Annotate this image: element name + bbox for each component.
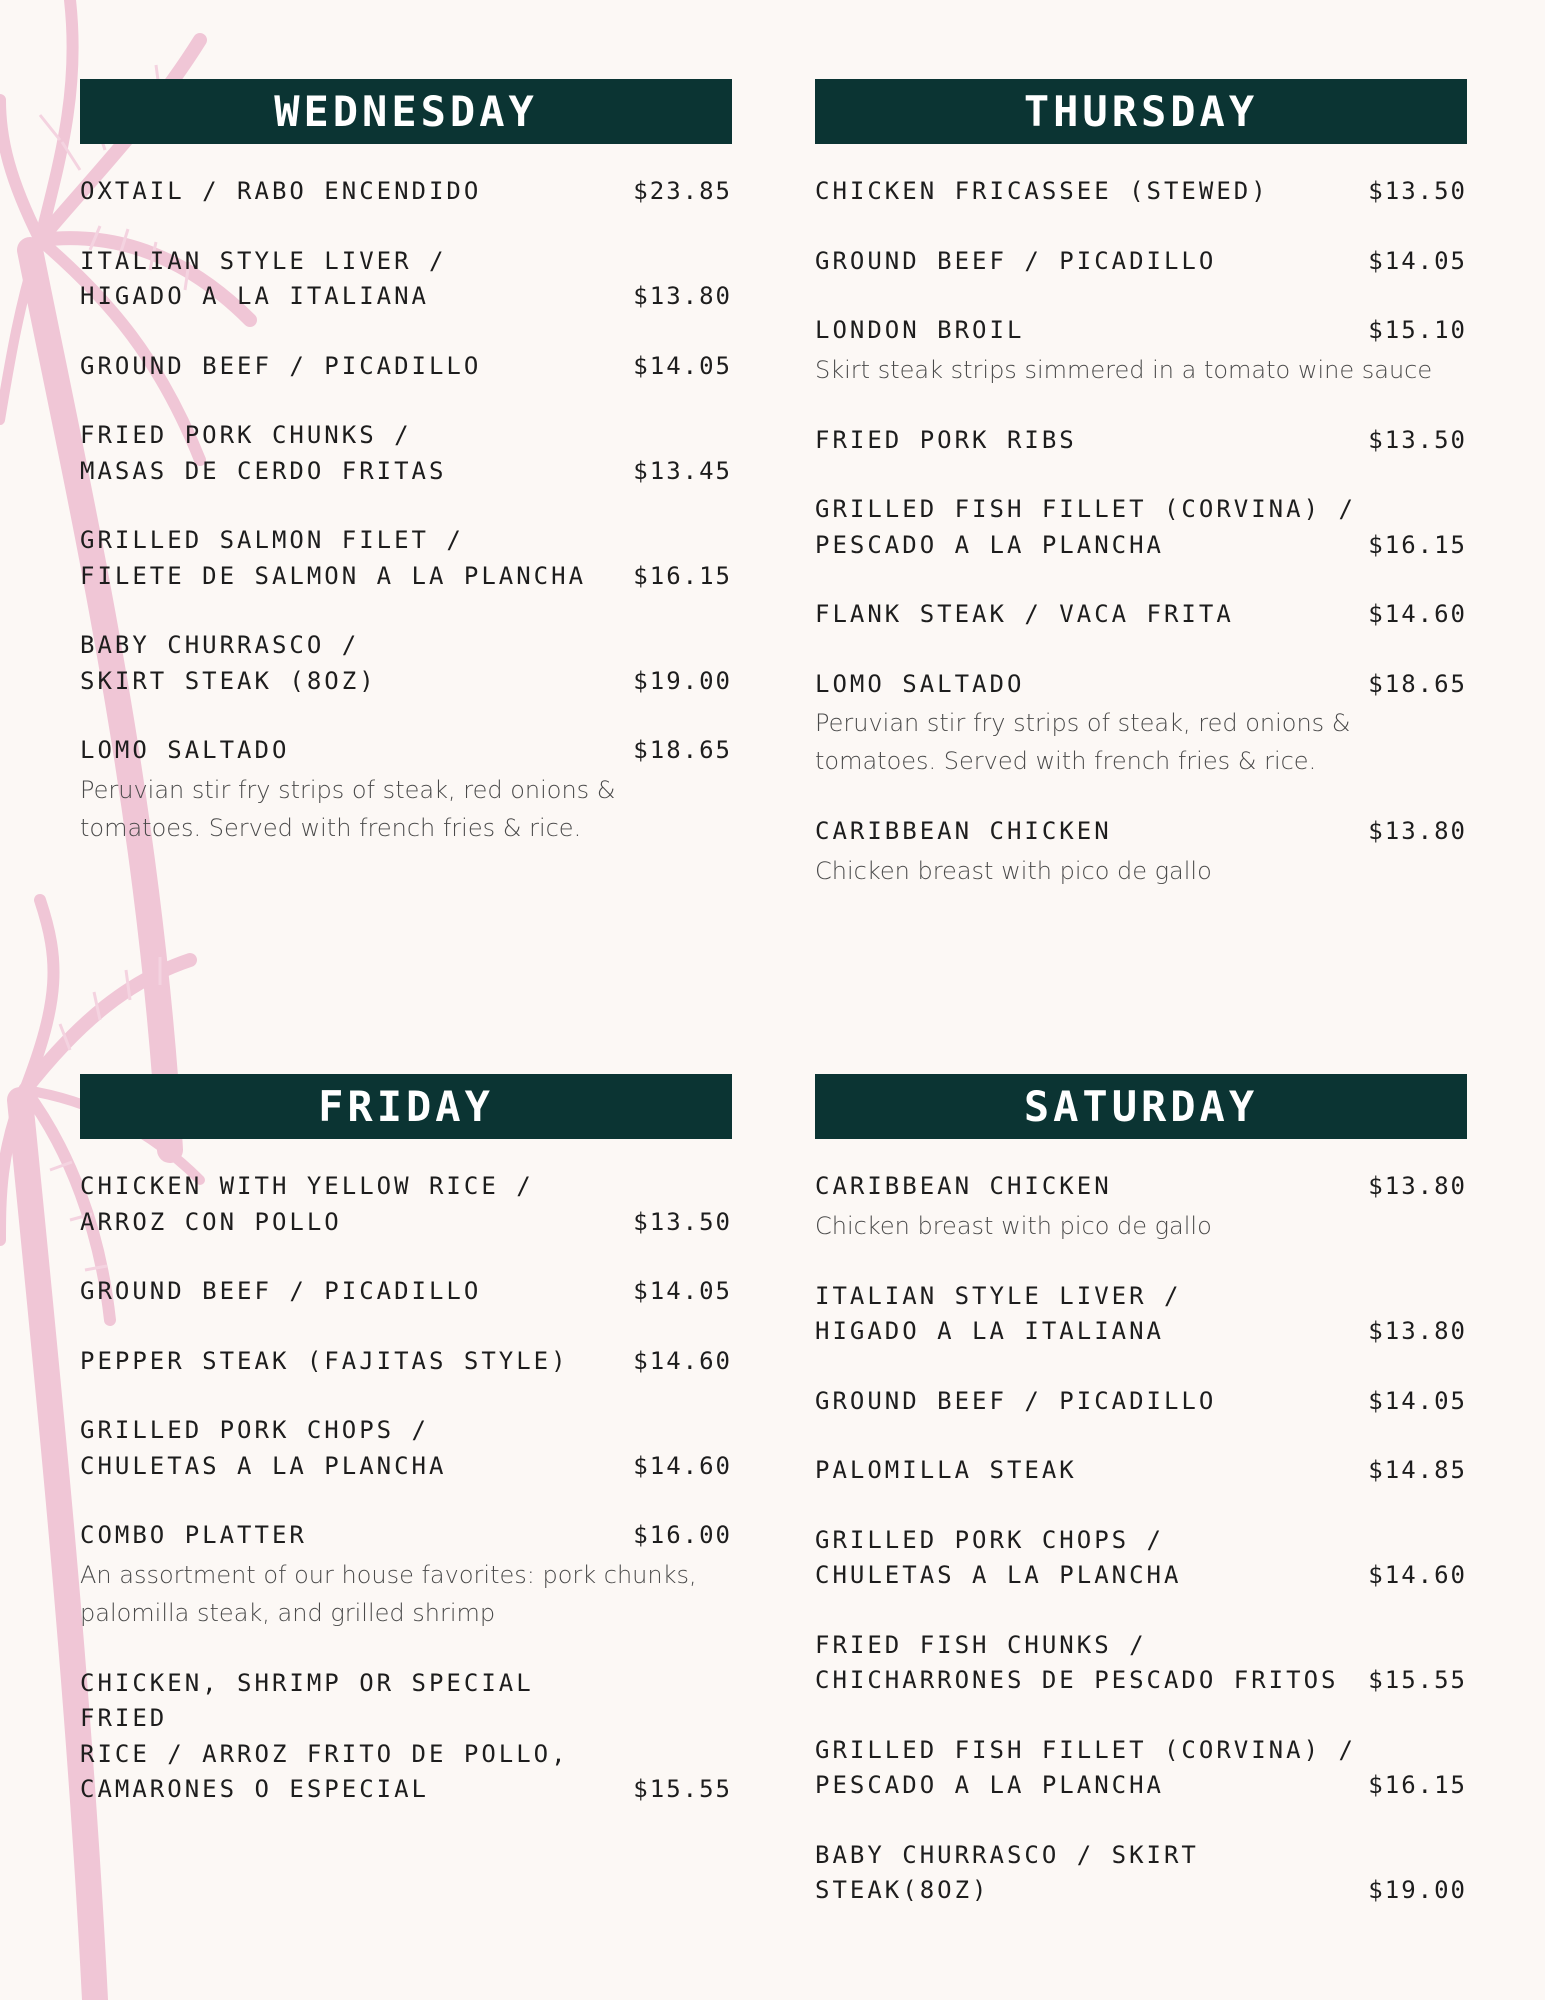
item-price: $14.60 bbox=[633, 1346, 732, 1375]
item-price: $16.15 bbox=[1368, 1771, 1467, 1799]
item-price: $14.05 bbox=[633, 351, 732, 380]
item-price: $14.05 bbox=[633, 1277, 732, 1305]
menu-item bbox=[80, 1169, 732, 1240]
menu-item bbox=[815, 1523, 1467, 1594]
section-friday bbox=[80, 1074, 732, 1842]
item-name: BABY CHURRASCO / SKIRT STEAK (8OZ) bbox=[80, 631, 377, 695]
item-name: FRIED FISH CHUNKS / CHICHARRONES DE PESCADO FRITOS bbox=[815, 1630, 1339, 1694]
section-wednesday bbox=[80, 79, 732, 881]
item-name: LONDON BROIL bbox=[815, 316, 1025, 344]
menu-item bbox=[80, 174, 732, 210]
item-price: $18.65 bbox=[633, 736, 732, 764]
item-name: COMBO PLATTER bbox=[80, 1521, 307, 1549]
item-name: CHICKEN, SHRIMP OR SPECIAL FRIED RICE / ARROZ FRITO DE POLLO, CAMARONES O ESPECIAL bbox=[80, 1668, 569, 1803]
item-name: LOMO SALTADO bbox=[80, 736, 290, 764]
item-price: $14.60 bbox=[633, 1451, 732, 1480]
day-header: FRIDAY bbox=[80, 1074, 732, 1139]
item-name: GROUND BEEF / PICADILLO bbox=[815, 246, 1217, 275]
menu-item bbox=[80, 1344, 732, 1380]
menu-item bbox=[815, 174, 1467, 210]
menu-items bbox=[815, 1169, 1467, 1909]
menu-items bbox=[80, 1169, 732, 1808]
item-price: $13.50 bbox=[1368, 425, 1467, 454]
item-price: $13.50 bbox=[1368, 177, 1467, 205]
menu-items bbox=[80, 174, 732, 847]
menu-item bbox=[815, 423, 1467, 459]
item-name: CARIBBEAN CHICKEN bbox=[815, 817, 1112, 845]
item-price: $14.05 bbox=[1368, 1386, 1467, 1415]
item-price: $16.15 bbox=[633, 561, 732, 590]
menu-item bbox=[815, 814, 1467, 890]
menu-item bbox=[80, 1518, 732, 1632]
item-price: $13.50 bbox=[633, 1207, 732, 1236]
item-price: $14.05 bbox=[1368, 246, 1467, 275]
menu-item bbox=[815, 597, 1467, 633]
menu-item bbox=[80, 1666, 732, 1808]
item-name: GRILLED FISH FILLET (CORVINA) / PESCADO A LA PLANCHA bbox=[815, 495, 1356, 559]
item-price: $18.65 bbox=[1368, 669, 1467, 698]
menu-item bbox=[80, 1413, 732, 1484]
item-name: GRILLED PORK CHOPS / CHULETAS A LA PLANCHA bbox=[815, 1525, 1182, 1589]
item-price: $14.60 bbox=[1368, 1561, 1467, 1589]
item-price: $15.10 bbox=[1368, 316, 1467, 344]
item-name: CHICKEN FRICASSEE (STEWED) bbox=[815, 177, 1269, 205]
day-header: THURSDAY bbox=[815, 79, 1467, 144]
menu-item bbox=[80, 244, 732, 315]
item-name: GROUND BEEF / PICADILLO bbox=[815, 1386, 1217, 1415]
item-price: $13.80 bbox=[1368, 817, 1467, 845]
item-name: BABY CHURRASCO / SKIRT STEAK(8OZ) bbox=[815, 1840, 1199, 1904]
menu-item bbox=[815, 1384, 1467, 1420]
item-name: GROUND BEEF / PICADILLO bbox=[80, 351, 482, 380]
day-header: WEDNESDAY bbox=[80, 79, 732, 144]
item-description: Peruvian stir fry strips of steak, red onions & tomatoes. Served with french fries & rice. bbox=[815, 709, 1351, 775]
item-price: $19.00 bbox=[633, 666, 732, 695]
day-header: SATURDAY bbox=[815, 1074, 1467, 1139]
item-name: GRILLED SALMON FILET / FILETE DE SALMON A LA PLANCHA bbox=[80, 526, 587, 590]
item-price: $13.80 bbox=[1368, 1172, 1467, 1200]
item-name: CARIBBEAN CHICKEN bbox=[815, 1172, 1112, 1200]
item-price: $15.55 bbox=[1368, 1666, 1467, 1694]
item-name: FRIED PORK CHUNKS / MASAS DE CERDO FRITAS bbox=[80, 421, 447, 485]
item-price: $16.15 bbox=[1368, 530, 1467, 559]
menu-item bbox=[80, 418, 732, 489]
menu-item bbox=[815, 1628, 1467, 1699]
section-saturday bbox=[815, 1074, 1467, 1943]
item-name: PALOMILLA STEAK bbox=[815, 1456, 1077, 1484]
item-name: OXTAIL / RABO ENCENDIDO bbox=[80, 177, 482, 205]
item-description: Skirt steak strips simmered in a tomato wine sauce bbox=[815, 355, 1433, 384]
menu-items bbox=[815, 174, 1467, 890]
item-price: $14.60 bbox=[1368, 600, 1467, 628]
item-price: $14.85 bbox=[1368, 1456, 1467, 1484]
item-name: GRILLED FISH FILLET (CORVINA) / PESCADO A LA PLANCHA bbox=[815, 1735, 1356, 1799]
item-name: ITALIAN STYLE LIVER / HIGADO A LA ITALIANA bbox=[815, 1281, 1182, 1345]
item-name: FRIED PORK RIBS bbox=[815, 425, 1077, 454]
menu-item bbox=[815, 244, 1467, 280]
item-price: $23.85 bbox=[633, 177, 732, 205]
menu-item bbox=[80, 523, 732, 594]
item-price: $13.45 bbox=[633, 456, 732, 485]
menu-item bbox=[815, 492, 1467, 563]
item-name: CHICKEN WITH YELLOW RICE / ARROZ CON POLLO bbox=[80, 1172, 534, 1236]
menu-item bbox=[815, 1838, 1467, 1909]
item-price: $13.80 bbox=[633, 282, 732, 310]
section-thursday bbox=[815, 79, 1467, 924]
item-description: Peruvian stir fry strips of steak, red onions & tomatoes. Served with french fries & rice. bbox=[80, 775, 616, 842]
menu-item bbox=[815, 1453, 1467, 1489]
menu-item bbox=[80, 1274, 732, 1310]
menu-item bbox=[80, 628, 732, 699]
item-price: $19.00 bbox=[1368, 1876, 1467, 1904]
menu-item bbox=[815, 1169, 1467, 1245]
item-description: An assortment of our house favorites: pork chunks, palomilla steak, and grilled shrimp bbox=[80, 1560, 697, 1627]
item-description: Chicken breast with pico de gallo bbox=[815, 856, 1212, 885]
item-name: LOMO SALTADO bbox=[815, 669, 1025, 698]
item-name: GROUND BEEF / PICADILLO bbox=[80, 1277, 482, 1305]
item-name: ITALIAN STYLE LIVER / HIGADO A LA ITALIANA bbox=[80, 246, 447, 310]
item-price: $16.00 bbox=[633, 1521, 732, 1549]
menu-item bbox=[80, 349, 732, 385]
item-name: GRILLED PORK CHOPS / CHULETAS A LA PLANCHA bbox=[80, 1416, 447, 1480]
item-price: $15.55 bbox=[633, 1775, 732, 1803]
menu-item bbox=[815, 1733, 1467, 1804]
item-price: $13.80 bbox=[1368, 1317, 1467, 1345]
item-description: Chicken breast with pico de gallo bbox=[815, 1211, 1212, 1240]
menu-item bbox=[815, 1279, 1467, 1350]
menu-item bbox=[80, 733, 732, 847]
item-name: PEPPER STEAK (FAJITAS STYLE) bbox=[80, 1346, 569, 1375]
menu-item bbox=[815, 667, 1467, 781]
menu-item bbox=[815, 313, 1467, 389]
item-name: FLANK STEAK / VACA FRITA bbox=[815, 600, 1234, 628]
